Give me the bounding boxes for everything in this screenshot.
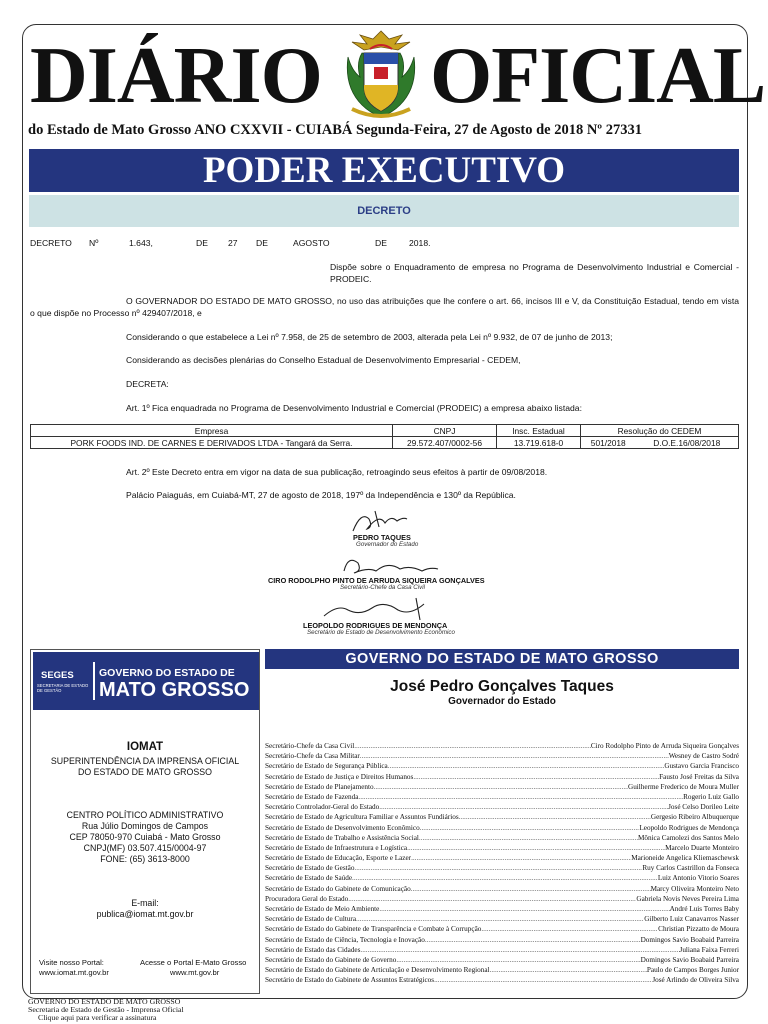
secretary-row (265, 904, 739, 914)
secretary-name: Domingos Savio Boabaid Parreira (640, 935, 739, 944)
eportal-link[interactable]: www.mt.gov.br (170, 968, 220, 977)
masthead-subline: do Estado de Mato Grosso ANO CXXVII - CUIABÁ Segunda-Feira, 27 de Agosto de 2018 Nº 27331 (28, 122, 642, 138)
government-banner: GOVERNO DO ESTADO DE MATO GROSSO (265, 649, 739, 669)
table-header-cell: Insc. Estadual (497, 425, 581, 437)
dot-leader (420, 823, 640, 833)
secretary-role: Secretário de Estado de Cultura (265, 915, 357, 924)
dot-leader (358, 792, 683, 802)
decree-article-2: Art. 2º Este Decreto entra em vigor na data de sua publicação, retroagindo seus efeitos à partir de 09/08/2018. (126, 467, 548, 477)
signature-leopoldo (320, 594, 445, 624)
secretary-name: Rogerio Luiz Gallo (683, 792, 739, 801)
secretary-role: Secretário de Estado de Gestão (265, 864, 355, 873)
coat-of-arms-icon (340, 27, 422, 121)
dot-leader (379, 904, 669, 914)
secretary-role: Secretário de Estado do Gabinete de Governo (265, 955, 397, 964)
secretary-name: André Luis Torres Baby (669, 905, 739, 913)
signature-name: PEDRO TAQUES (353, 533, 411, 542)
secretary-name: Christian Pizzatto de Moura (658, 925, 739, 934)
secretary-name: Mônica Camolezi dos Santos Melo (637, 833, 739, 842)
section-banner: PODER EXECUTIVO (29, 149, 739, 192)
dot-leader (490, 965, 647, 975)
secretary-row (265, 863, 739, 873)
dot-leader (411, 884, 651, 894)
dot-leader (419, 833, 638, 843)
secretary-role: Secretário de Estado do Gabinete de Assuntos Estratégicos (265, 976, 435, 985)
secretary-name: Gustavo Garcia Francisco (664, 762, 739, 771)
decree-preamble: O GOVERNADOR DO ESTADO DE MATO GROSSO, no uso das atribuições que lhe confere o art. 66, incisos III e V, da Constituição Estadual, tendo em vista o que dispõe no Processo nº 429407/2018, e (30, 296, 739, 318)
secretary-role: Secretário de Estado das Cidades (265, 945, 361, 954)
address-line: CENTRO POLÍTICO ADMINISTRATIVO (66, 810, 224, 820)
iomat-title: IOMAT (126, 741, 164, 753)
secretary-role: Secretário de Estado de Ciência, Tecnologia e Inovação (265, 935, 425, 944)
secretary-name: Juliana Faixa Ferreri (679, 945, 739, 954)
decree-header-word: AGOSTO (293, 238, 330, 248)
secretary-name: Marioneide Angelica Kliemaschewsk (631, 854, 739, 863)
decree-header-word: DECRETO (30, 238, 72, 248)
dot-leader (459, 812, 651, 822)
decree-header-word: DE (196, 238, 208, 248)
dot-leader (379, 802, 668, 812)
verify-signature-link[interactable]: Clique aqui para verificar a assinatura (38, 1013, 157, 1022)
dot-leader (407, 843, 665, 853)
secretary-name: Luiz Antonio Vitorio Soares (657, 874, 739, 883)
masthead-title-left: DIÁRIO (30, 32, 322, 120)
decree-header-word: Nº (89, 238, 99, 248)
secretary-name: Gilberto Luiz Canavarros Nasser (644, 915, 739, 924)
eportal-label: Acesse o Portal E-Mato Grosso (140, 958, 247, 967)
signature-pedro-taques (345, 505, 435, 535)
address-line: CNPJ(MF) 03.507.415/0004-97 (83, 843, 207, 853)
table-header-cell: Resolução do CEDEM (581, 425, 739, 437)
governor-name: José Pedro Gonçalves Taques (390, 678, 614, 695)
secretary-role: Secretário de Estado do Gabinete de Transparência e Combate à Corrupção (265, 925, 482, 934)
secretary-name: Ciro Rodolpho Pinto de Arruda Siqueira Gonçalves (590, 742, 739, 750)
decree-header-word: 2018. (409, 238, 431, 248)
decree-header-word: 1.643, (129, 238, 153, 248)
secretary-role: Secretário de Estado do Gabinete de Articulação e Desenvolvimento Regional (265, 966, 490, 975)
table-cell-doe: D.O.E.16/08/2018 (636, 437, 739, 449)
decree-article-1: Art. 1º Fica enquadrada no Programa de Desenvolvimento Industrial e Comercial (PRODEIC) a empresa abaixo listada: (126, 403, 582, 413)
address-line: Rua Júlio Domingos de Campos (81, 821, 209, 831)
table-cell-insc: 13.719.618-0 (497, 437, 581, 449)
secretary-row (265, 782, 739, 792)
secretary-role: Secretário de Estado de Justiça e Direitos Humanos (265, 772, 414, 781)
dot-leader (481, 924, 658, 934)
secretary-row (265, 945, 739, 955)
secretary-name: Fausto José Freitas da Silva (659, 772, 739, 781)
secretary-name: Gergesio Ribeiro Albuquerque (650, 813, 739, 822)
table-cell-cnpj: 29.572.407/0002-56 (393, 437, 497, 449)
secretary-row (265, 843, 739, 853)
decree-considering-1: Considerando o que estabelece a Lei nº 7.958, de 25 de setembro de 2003, alterada pela Lei nº 9.932, de 07 de junho de 2013; (126, 332, 613, 342)
secretary-role: Secretário de Estado de Desenvolvimento Econômico (265, 823, 420, 832)
footer-line-1: GOVERNO DO ESTADO DE MATO GROSSO (28, 997, 181, 1006)
dot-leader (354, 741, 591, 751)
secretary-role: Secretário Controlador-Geral do Estado (265, 803, 380, 812)
secretary-row (265, 873, 739, 883)
secretary-name: José Arlindo de Oliveira Silva (652, 976, 739, 985)
secretary-role: Secretário de Estado de Saúde (265, 874, 353, 883)
dot-leader (360, 751, 669, 761)
table-header-cell: Empresa (31, 425, 393, 437)
dot-leader (360, 945, 679, 955)
secretary-row (265, 894, 739, 904)
secretary-name: Marcelo Duarte Monteiro (665, 843, 739, 852)
secretary-name: Wesney de Castro Sodré (668, 752, 739, 761)
secretary-name: Gabriela Novis Neves Pereira Lima (636, 894, 739, 903)
secretary-role: Secretário de Estado de Educação, Esporte e Lazer (265, 854, 412, 863)
address-line: CEP 78050-970 Cuiabá - Mato Grosso (69, 832, 221, 842)
secretary-role: Secretário de Estado do Gabinete de Comunicação (265, 884, 411, 893)
dot-leader (413, 772, 659, 782)
secretary-name: José Celso Dorileo Leite (668, 803, 739, 812)
signature-name: CIRO RODOLPHO PINTO DE ARRUDA SIQUEIRA GONÇALVES (268, 576, 485, 585)
secretary-name: Marcy Oliveira Monteiro Neto (650, 884, 739, 893)
secretary-role: Secretário de Estado de Agricultura Familiar e Assuntos Fundiários (265, 813, 459, 822)
secretary-name: Domingos Savio Boabaid Parreira (640, 955, 739, 964)
table-header-row (31, 425, 739, 437)
secretary-role: Secretário-Chefe da Casa Militar (265, 752, 360, 761)
table-header-cell: CNPJ (393, 425, 497, 437)
dot-leader (356, 914, 644, 924)
secretary-row (265, 792, 739, 802)
secretary-row (265, 935, 739, 945)
secretary-row (265, 761, 739, 771)
secretary-role: Secretário de Estado de Fazenda (265, 792, 359, 801)
secretary-row (265, 751, 739, 761)
secretary-name: Guilherme Frederico de Moura Muller (628, 782, 739, 791)
dot-leader (354, 863, 642, 873)
logo-line-1: GOVERNO DO ESTADO DE (99, 667, 235, 679)
table-cell-resolution: 501/2018 (581, 437, 636, 449)
table-row (31, 437, 739, 449)
secretary-role: Secretário de Estado de Infraestrutura e Logística (265, 843, 408, 852)
secretary-row (265, 823, 739, 833)
decree-header-word: DE (256, 238, 268, 248)
iomat-description-2: DO ESTADO DE MATO GROSSO (78, 767, 212, 777)
dot-leader (388, 761, 665, 771)
footer-line-2: Secretaria de Estado de Gestão - Imprensa Oficial (28, 1005, 184, 1014)
portal-link[interactable]: www.iomat.mt.gov.br (39, 968, 109, 977)
portal-label: Visite nosso Portal: (39, 958, 104, 967)
secretary-row (265, 772, 739, 782)
secretary-row (265, 802, 739, 812)
signature-role: Secretário-Chefe da Casa Civil (340, 584, 425, 591)
masthead-title-right: OFICIAL (430, 32, 766, 120)
dot-leader (348, 894, 636, 904)
secretary-row (265, 833, 739, 843)
secretary-name: Leopoldo Rodrigues de Mendonça (639, 823, 739, 832)
dot-leader (374, 782, 628, 792)
logo-line-2: MATO GROSSO (99, 679, 250, 701)
email-label: E-mail: (131, 898, 159, 908)
seges-logo (33, 652, 259, 710)
secretary-role: Secretário de Estado de Segurança Pública (265, 762, 388, 771)
signature-role: Governador do Estado (356, 541, 419, 548)
address-line: FONE: (65) 3613-8000 (100, 854, 190, 864)
secretary-row (265, 884, 739, 894)
email-link[interactable]: publica@iomat.mt.gov.br (96, 909, 194, 919)
decree-header-word: DE (375, 238, 387, 248)
governor-role: Governador do Estado (448, 696, 556, 707)
decree-considering-2: Considerando as decisões plenárias do Conselho Estadual de Desenvolvimento Empresarial - CEDEM, (126, 355, 521, 365)
secretaries-list (265, 741, 739, 986)
seges-logo-title: SEGES (41, 670, 74, 681)
dot-leader (411, 853, 631, 863)
logo-divider (93, 662, 95, 700)
signature-role: Secretário de Estado de Desenvolvimento Econômico (307, 629, 455, 636)
decree-summary: Dispõe sobre o Enquadramento de empresa no Programa de Desenvolvimento Industrial e Comercial - PRODEIC. (330, 262, 739, 284)
secretary-row (265, 914, 739, 924)
section-subtitle: DECRETO (29, 195, 739, 227)
table-cell-company: PORK FOODS IND. DE CARNES E DERIVADOS LTDA - Tangará da Serra. (31, 437, 393, 449)
secretary-role: Procuradora Geral do Estado (265, 894, 349, 903)
dot-leader (352, 873, 658, 883)
secretary-role: Secretário de Estado de Planejamento (265, 782, 374, 791)
secretary-row (265, 853, 739, 863)
secretary-name: Paulo de Campos Borges Junior (646, 966, 739, 975)
dot-leader (434, 975, 652, 985)
company-table (30, 424, 739, 449)
secretary-row (265, 955, 739, 965)
secretary-row (265, 965, 739, 975)
secretary-row (265, 741, 739, 751)
decree-closing: Palácio Paiaguás, em Cuiabá-MT, 27 de agosto de 2018, 197º da Independência e 130º da República. (126, 490, 516, 500)
signature-name: LEOPOLDO RODRIGUES DE MENDONÇA (303, 621, 448, 630)
secretary-row (265, 812, 739, 822)
secretary-role: Secretário-Chefe da Casa Civil (265, 742, 355, 750)
dot-leader (425, 935, 641, 945)
dot-leader (396, 955, 640, 965)
iomat-description-1: SUPERINTENDÊNCIA DA IMPRENSA OFICIAL (50, 756, 240, 766)
seges-logo-subtitle: SECRETARIA DE ESTADO DE GESTÃO (37, 683, 89, 693)
decree-decreta: DECRETA: (126, 379, 169, 389)
decree-header-word: 27 (228, 238, 238, 248)
secretary-row (265, 924, 739, 934)
secretary-name: Ruy Carlos Castrillon da Fonseca (642, 864, 739, 873)
secretary-role: Secretário de Estado de Trabalho e Assistência Social (265, 833, 419, 842)
secretary-role: Secretário de Estado de Meio Ambiente (265, 905, 380, 913)
secretary-row (265, 975, 739, 985)
